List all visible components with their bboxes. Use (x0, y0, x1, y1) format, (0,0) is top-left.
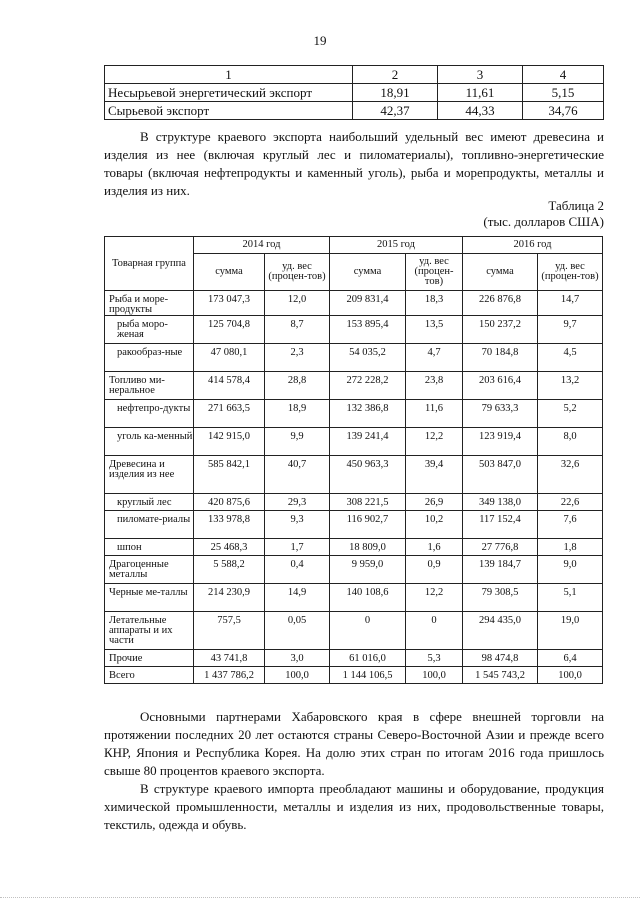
table-cell: 1,6 (406, 539, 463, 556)
table-cell: 139 184,7 (463, 556, 538, 584)
table-cell: 585 842,1 (194, 456, 265, 494)
table-header-row (105, 237, 603, 254)
table-cell: 349 138,0 (463, 494, 538, 511)
table-cell: 5,15 (523, 84, 604, 102)
column-header: 3 (438, 66, 523, 84)
table-cell: 150 237,2 (463, 316, 538, 344)
table-cell: 18,3 (406, 291, 463, 316)
row-label: пиломате-риалы (105, 511, 194, 539)
table-cell: 272 228,2 (330, 372, 406, 400)
table-cell: 0,4 (265, 556, 330, 584)
table-cell: 10,2 (406, 511, 463, 539)
table-cell: 34,76 (523, 102, 604, 120)
row-label: шпон (105, 539, 194, 556)
year-header: 2015 год (330, 237, 463, 254)
row-label: Несырьевой энергетический экспорт (105, 84, 353, 102)
row-label: нефтепро-дукты (105, 400, 194, 428)
share-header: уд. вес (процен-тов) (406, 254, 463, 291)
table-row (105, 494, 603, 511)
table-cell: 4,7 (406, 344, 463, 372)
table-row (105, 84, 604, 102)
row-label: рыба моро-женая (105, 316, 194, 344)
table-row (105, 372, 603, 400)
table-cell: 14,9 (265, 584, 330, 612)
table-cell: 123 919,4 (463, 428, 538, 456)
row-label: Драгоценные металлы (105, 556, 194, 584)
table-cell: 22,6 (538, 494, 603, 511)
table-cell: 209 831,4 (330, 291, 406, 316)
table-row (105, 539, 603, 556)
table-cell: 133 978,8 (194, 511, 265, 539)
table-row (105, 456, 603, 494)
export-structure-table (104, 65, 604, 120)
table-cell: 294 435,0 (463, 612, 538, 650)
row-label: Черные ме-таллы (105, 584, 194, 612)
table-title: Таблица 2 (548, 198, 604, 213)
sum-header: сумма (463, 254, 538, 291)
table-cell: 9,0 (538, 556, 603, 584)
table-cell: 18,91 (353, 84, 438, 102)
column-header: 4 (523, 66, 604, 84)
table-cell: 2,3 (265, 344, 330, 372)
table-cell: 420 875,6 (194, 494, 265, 511)
row-label: Всего (105, 667, 194, 684)
table-cell: 79 633,3 (463, 400, 538, 428)
scan-artifact-line (0, 897, 640, 901)
table-cell: 5 588,2 (194, 556, 265, 584)
table-header-row (105, 66, 604, 84)
table-row (105, 650, 603, 667)
table-row (105, 511, 603, 539)
share-header: уд. вес (процен-тов) (538, 254, 603, 291)
table-cell: 139 241,4 (330, 428, 406, 456)
table-cell: 203 616,4 (463, 372, 538, 400)
share-header: уд. вес (процен-тов) (265, 254, 330, 291)
table-cell: 125 704,8 (194, 316, 265, 344)
table-cell: 70 184,8 (463, 344, 538, 372)
year-header: 2014 год (194, 237, 330, 254)
table-cell: 61 016,0 (330, 650, 406, 667)
row-label: Древесина и изделия из нее (105, 456, 194, 494)
table-cell: 25 468,3 (194, 539, 265, 556)
table-cell: 12,0 (265, 291, 330, 316)
table-cell: 503 847,0 (463, 456, 538, 494)
table-cell: 47 080,1 (194, 344, 265, 372)
sum-header: сумма (194, 254, 265, 291)
table-cell: 11,6 (406, 400, 463, 428)
table-cell: 100,0 (406, 667, 463, 684)
row-label: круглый лес (105, 494, 194, 511)
table-cell: 142 915,0 (194, 428, 265, 456)
table-cell: 117 152,4 (463, 511, 538, 539)
table-cell: 43 741,8 (194, 650, 265, 667)
row-label: Сырьевой экспорт (105, 102, 353, 120)
table-row (105, 291, 603, 316)
row-label: Прочие (105, 650, 194, 667)
table-cell: 8,7 (265, 316, 330, 344)
table-cell: 14,7 (538, 291, 603, 316)
group-header: Товарная группа (105, 237, 194, 291)
table-cell: 100,0 (538, 667, 603, 684)
table-cell: 40,7 (265, 456, 330, 494)
table-row (105, 400, 603, 428)
table-cell: 0,05 (265, 612, 330, 650)
table-cell: 18 809,0 (330, 539, 406, 556)
table-cell: 414 578,4 (194, 372, 265, 400)
table-cell: 4,5 (538, 344, 603, 372)
table-cell: 32,6 (538, 456, 603, 494)
table-cell: 1,7 (265, 539, 330, 556)
table-cell: 214 230,9 (194, 584, 265, 612)
table-cell: 0 (406, 612, 463, 650)
table-cell: 29,3 (265, 494, 330, 511)
table-cell: 0,9 (406, 556, 463, 584)
paragraph: Основными партнерами Хабаровского края в сфере внешней торговли на протяжении последних 20 лет остаются страны Северо-Восточной Азии и прежде всего КНР, Япония и Республика Корея. На долю этих стран по итогам 2016 года пришлось свыше 80 процентов краевого экспорта. (104, 709, 604, 778)
row-label: Рыба и море-продукты (105, 291, 194, 316)
table-row (105, 556, 603, 584)
table-cell: 39,4 (406, 456, 463, 494)
table-cell: 27 776,8 (463, 539, 538, 556)
table-cell: 9,7 (538, 316, 603, 344)
table-cell: 132 386,8 (330, 400, 406, 428)
year-header: 2016 год (463, 237, 603, 254)
table-cell: 1 545 743,2 (463, 667, 538, 684)
row-label: уголь ка-менный (105, 428, 194, 456)
table-cell: 308 221,5 (330, 494, 406, 511)
table-cell: 79 308,5 (463, 584, 538, 612)
table-row (105, 612, 603, 650)
table-cell: 13,2 (538, 372, 603, 400)
table-units: (тыс. долларов США) (483, 214, 604, 229)
table-cell: 12,2 (406, 428, 463, 456)
table-cell: 11,61 (438, 84, 523, 102)
table-row (105, 428, 603, 456)
table-cell: 140 108,6 (330, 584, 406, 612)
paragraph: В структуре краевого экспорта наибольший удельный вес имеют древесина и изделия из нее (включая круглый лес и пиломатериалы), топливно-энергетические товары (включая нефтепродукты и каменный уголь), рыба и морепродукты, металлы и изделия из них. (104, 129, 604, 198)
table-cell: 1 144 106,5 (330, 667, 406, 684)
table-cell: 757,5 (194, 612, 265, 650)
row-label: Летательные аппараты и их части (105, 612, 194, 650)
table-cell: 12,2 (406, 584, 463, 612)
table-cell: 13,5 (406, 316, 463, 344)
table-cell: 173 047,3 (194, 291, 265, 316)
table-cell: 26,9 (406, 494, 463, 511)
table-cell: 9 959,0 (330, 556, 406, 584)
table-cell: 3,0 (265, 650, 330, 667)
sum-header: сумма (330, 254, 406, 291)
table-row (105, 667, 603, 684)
column-header: 1 (105, 66, 353, 84)
table-cell: 8,0 (538, 428, 603, 456)
page-number: 19 (313, 33, 327, 48)
table-cell: 153 895,4 (330, 316, 406, 344)
table-cell: 18,9 (265, 400, 330, 428)
table-cell: 44,33 (438, 102, 523, 120)
table-cell: 7,6 (538, 511, 603, 539)
table-cell: 116 902,7 (330, 511, 406, 539)
table-cell: 19,0 (538, 612, 603, 650)
table-cell: 42,37 (353, 102, 438, 120)
row-label: ракообраз-ные (105, 344, 194, 372)
table-cell: 5,3 (406, 650, 463, 667)
table-row (105, 584, 603, 612)
table-cell: 0 (330, 612, 406, 650)
table-cell: 5,2 (538, 400, 603, 428)
table-cell: 6,4 (538, 650, 603, 667)
paragraph: В структуре краевого импорта преобладают машины и оборудование, продукция химической промышленности, металлы и изделия из них, продовольственные товары, текстиль, одежда и обувь. (104, 781, 604, 832)
table-cell: 226 876,8 (463, 291, 538, 316)
table-cell: 54 035,2 (330, 344, 406, 372)
table-cell: 1,8 (538, 539, 603, 556)
table-cell: 1 437 786,2 (194, 667, 265, 684)
table-row (105, 344, 603, 372)
export-by-commodity-table (104, 236, 603, 684)
table-cell: 450 963,3 (330, 456, 406, 494)
table-cell: 271 663,5 (194, 400, 265, 428)
table-cell: 9,9 (265, 428, 330, 456)
table-cell: 23,8 (406, 372, 463, 400)
table-cell: 98 474,8 (463, 650, 538, 667)
table-cell: 28,8 (265, 372, 330, 400)
table-row (105, 316, 603, 344)
table-cell: 9,3 (265, 511, 330, 539)
table-row (105, 102, 604, 120)
column-header: 2 (353, 66, 438, 84)
row-label: Топливо ми-неральное (105, 372, 194, 400)
table-cell: 5,1 (538, 584, 603, 612)
table-cell: 100,0 (265, 667, 330, 684)
